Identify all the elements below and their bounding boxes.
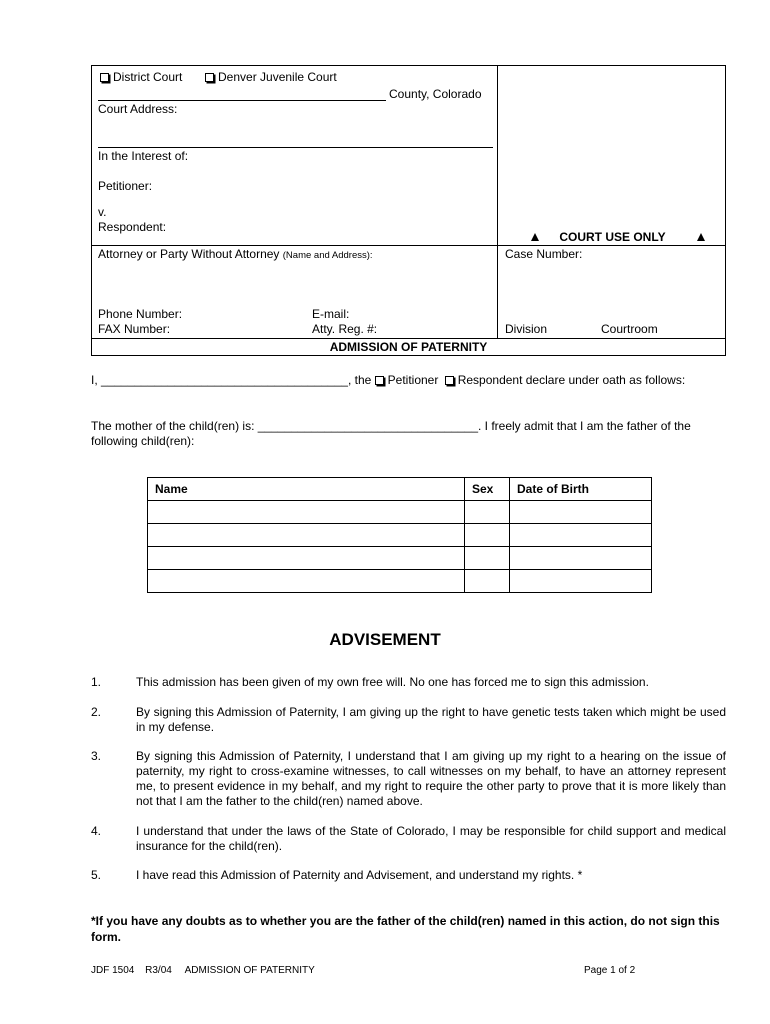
item-number: 5. <box>91 868 102 882</box>
v-label: v. <box>98 205 107 219</box>
fax-label: FAX Number: <box>98 322 171 336</box>
warning-text: *If you have any doubts as to whether you are the father of the child(ren) named in this action, do not sign this form. <box>91 914 720 944</box>
advisement-title: ADVISEMENT <box>329 630 441 649</box>
col-dob: Date of Birth <box>510 478 652 501</box>
atty-reg-label: Atty. Reg. #: <box>312 322 378 336</box>
child-dob-cell[interactable] <box>510 547 652 570</box>
child-dob-cell[interactable] <box>510 570 652 593</box>
district-court-checkbox[interactable] <box>100 73 109 82</box>
advisement-item: This admission has been given of my own free will. No one has forced me to sign this admission. <box>136 675 649 689</box>
table-row <box>148 570 652 593</box>
child-sex-cell[interactable] <box>465 524 510 547</box>
email-label: E-mail: <box>312 307 350 321</box>
mother-line: The mother of the child(ren) is: _________________________________. I freely admit that I am the father of the <box>91 419 691 433</box>
table-row <box>148 547 652 570</box>
respondent-checkbox[interactable] <box>445 376 454 385</box>
table-row <box>148 501 652 524</box>
up-arrow-icon <box>531 233 539 241</box>
child-name-cell[interactable] <box>148 547 465 570</box>
child-name-cell[interactable] <box>148 570 465 593</box>
court-address-label: Court Address: <box>98 102 178 116</box>
child-dob-cell[interactable] <box>510 524 652 547</box>
children-table <box>147 477 652 593</box>
caption-divider <box>497 65 498 339</box>
petitioner-label: Petitioner: <box>98 179 153 193</box>
denver-juvenile-checkbox[interactable] <box>205 73 214 82</box>
item-number: 3. <box>91 749 102 763</box>
petitioner-checkbox[interactable] <box>375 376 384 385</box>
item-number: 2. <box>91 705 102 719</box>
mother-line-2: following child(ren): <box>91 434 195 448</box>
caption-hline-1 <box>91 245 726 246</box>
footer-left: JDF 1504 R3/04 ADMISSION OF PATERNITY <box>91 965 315 976</box>
caption-box <box>91 65 726 356</box>
child-sex-cell[interactable] <box>465 547 510 570</box>
county-line[interactable] <box>98 100 386 101</box>
advisement-item: I understand that under the laws of the State of Colorado, I may be responsible for child support and medical insurance for the child(ren). <box>136 824 726 853</box>
caption-hline-2 <box>91 338 726 339</box>
col-sex: Sex <box>465 478 510 501</box>
advisement-item: By signing this Admission of Paternity, I understand that I am giving up my right to a hearing on the issue of paternity, my right to cross-examine witnesses, to call witnesses on my behalf, to have an attorney represent me, to present evidence in my behalf, and my right to require the other party to prove that it is more likely than not that I am the father to the child(ren) named above. <box>136 749 726 808</box>
case-number-label: Case Number: <box>505 247 583 261</box>
child-sex-cell[interactable] <box>465 501 510 524</box>
child-name-cell[interactable] <box>148 524 465 547</box>
division-label: Division <box>505 322 548 336</box>
page-number: Page 1 of 2 <box>584 965 636 976</box>
item-number: 1. <box>91 675 102 689</box>
declaration-line: I, _____________________________________, the Petitioner Respondent declare under oath as follows: <box>91 373 686 387</box>
court-address-line[interactable] <box>98 147 493 148</box>
child-dob-cell[interactable] <box>510 501 652 524</box>
court-use-only: COURT USE ONLY <box>531 230 705 244</box>
up-arrow-icon <box>697 233 705 241</box>
advisement-item: I have read this Admission of Paternity and Advisement, and understand my rights. * <box>136 868 583 882</box>
declarant-name-field[interactable]: _____________________________________ <box>101 373 348 387</box>
item-number: 4. <box>91 824 102 838</box>
courtroom-label: Courtroom <box>601 322 658 336</box>
phone-label: Phone Number: <box>98 307 183 321</box>
mother-name-field[interactable]: _________________________________ <box>257 419 478 433</box>
child-sex-cell[interactable] <box>465 570 510 593</box>
denver-juvenile-option[interactable]: Denver Juvenile Court <box>205 70 337 84</box>
child-name-cell[interactable] <box>148 501 465 524</box>
county-suffix: County, Colorado <box>389 87 482 101</box>
in-interest-label: In the Interest of: <box>98 149 189 163</box>
district-court-option[interactable]: District Court <box>100 70 182 84</box>
col-name: Name <box>148 478 465 501</box>
table-header-row <box>148 478 652 501</box>
respondent-label: Respondent: <box>98 220 167 234</box>
attorney-label: Attorney or Party Without Attorney (Name and Address): <box>98 247 373 261</box>
table-row <box>148 524 652 547</box>
advisement-item: By signing this Admission of Paternity, I am giving up the right to have genetic tests taken which might be used in my defense. <box>136 705 726 734</box>
form-title: ADMISSION OF PATERNITY <box>329 340 488 354</box>
